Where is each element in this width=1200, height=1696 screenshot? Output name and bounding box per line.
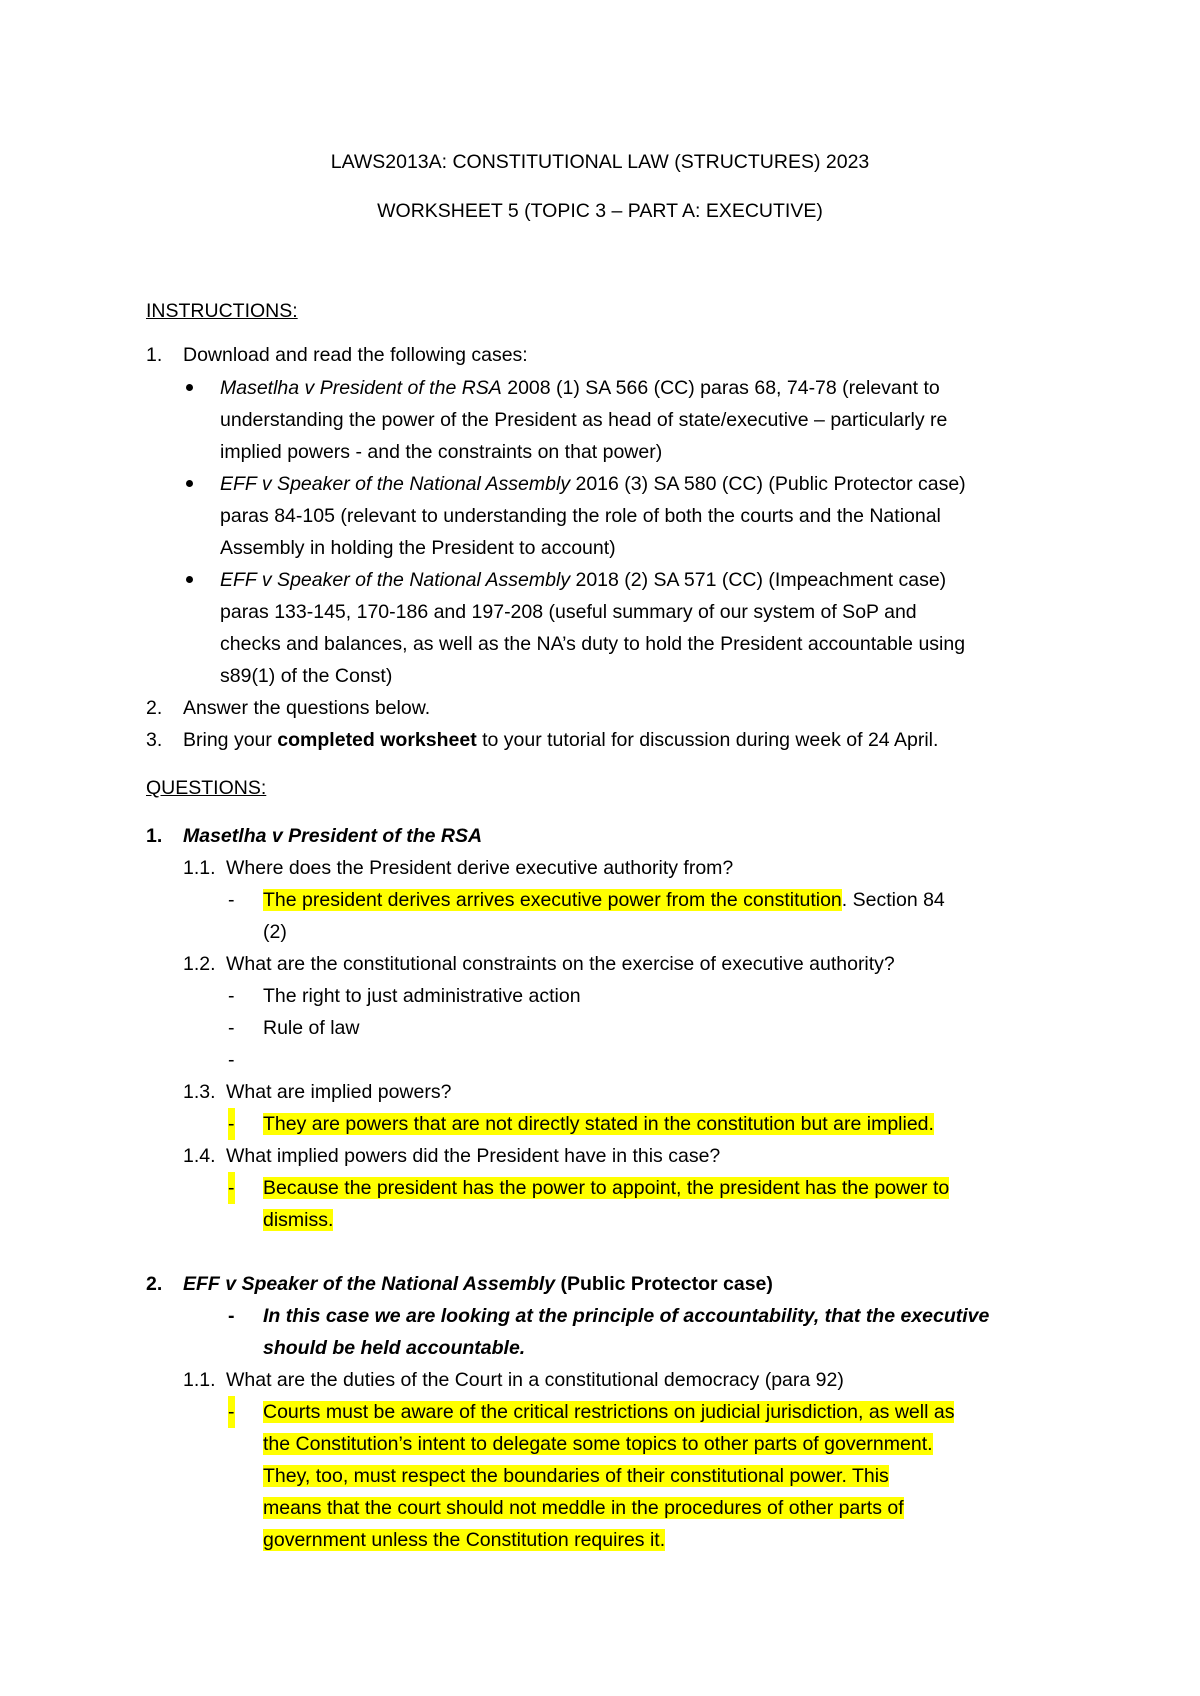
case-3-name: EFF v Speaker of the National Assembly: [220, 569, 571, 591]
question-1-1-number: 1.1.: [183, 857, 216, 879]
answer-1-3: [263, 1108, 934, 1140]
question-2-1-text: What are the duties of the Court in a constitutional democracy (para 92): [226, 1369, 844, 1391]
question-2-number: 2.: [146, 1273, 163, 1295]
case-1-line-3: implied powers - and the constraints on that power): [220, 441, 663, 463]
case-2-line-2: paras 84-105 (relevant to understanding the role of both the courts and the National: [220, 505, 941, 527]
answer-1-2-item-1: The right to just administrative action: [263, 985, 581, 1007]
case-3-line-2: paras 133-145, 170-186 and 197-208 (useful summary of our system of SoP and: [220, 601, 917, 623]
question-1-4-text: What implied powers did the President have in this case?: [226, 1145, 721, 1167]
question-1-1-text: Where does the President derive executive authority from?: [226, 857, 734, 879]
document-title: LAWS2013A: CONSTITUTIONAL LAW (STRUCTURES) 2023: [330, 151, 870, 173]
answer-1-4-line-2: dismiss.: [263, 1209, 334, 1231]
answer-2-1-line-4: means that the court should not meddle in the procedures of other parts of: [263, 1497, 904, 1519]
case-1-line-1: [220, 372, 940, 404]
answer-2-1-line-2: the Constitution’s intent to delegate some topics to other parts of government.: [263, 1433, 933, 1455]
question-2-title: EFF v Speaker of the National Assembly (Public Protector case): [183, 1273, 773, 1295]
instruction-text-3: Bring your completed worksheet to your tutorial for discussion during week of 24 April.: [183, 729, 939, 751]
answer-2-1-line-3: They, too, must respect the boundaries of their constitutional power. This: [263, 1465, 889, 1487]
question-1-3-text: What are implied powers?: [226, 1081, 452, 1103]
bullet-icon: [186, 576, 193, 583]
answer-1-2-item-2: Rule of law: [263, 1017, 360, 1039]
question-1-2-number: 1.2.: [183, 953, 216, 975]
question-2-note-line-2: should be held accountable.: [263, 1337, 526, 1359]
answer-dash: -: [228, 1017, 235, 1039]
answer-dash: -: [228, 1396, 235, 1428]
bullet-icon: [186, 384, 193, 391]
case-1-citation: 2008 (1) SA 566 (CC) paras 68, 74-78 (relevant to: [501, 377, 940, 399]
answer-dash: -: [228, 1172, 235, 1204]
instruction-number-3: 3.: [146, 729, 163, 751]
answer-1-4-line-1: Because the president has the power to appoint, the president has the power to: [263, 1177, 950, 1199]
answer-dash: -: [228, 1108, 235, 1140]
case-3-citation: 2018 (2) SA 571 (CC) (Impeachment case): [570, 569, 947, 591]
answer-dash: -: [228, 889, 235, 911]
case-3-line-4: s89(1) of the Const): [220, 665, 393, 687]
answer-2-1-line-5: government unless the Constitution requires it.: [263, 1529, 666, 1551]
question-1-title: Masetlha v President of the RSA: [183, 825, 483, 847]
completed-worksheet-emphasis: completed worksheet: [277, 729, 477, 751]
case-2-name: EFF v Speaker of the National Assembly: [220, 473, 571, 495]
case-2-line-3: Assembly in holding the President to account): [220, 537, 616, 559]
question-1-number: 1.: [146, 825, 163, 847]
instruction-number-2: 2.: [146, 697, 163, 719]
question-1-3-number: 1.3.: [183, 1081, 216, 1103]
question-2-1-number: 1.1.: [183, 1369, 216, 1391]
answer-1-1-highlight: The president derives arrives executive power from the constitution: [263, 889, 842, 911]
bullet-icon: [186, 480, 193, 487]
answer-dash: -: [228, 1049, 235, 1071]
answer-1-1-line-2: (2): [263, 921, 287, 943]
instruction-text-2: Answer the questions below.: [183, 697, 431, 719]
question-1-2-text: What are the constitutional constraints on the exercise of executive authority?: [226, 953, 895, 975]
answer-2-1-line-1: Courts must be aware of the critical restrictions on judicial jurisdiction, as well as: [263, 1401, 955, 1423]
note-dash: -: [228, 1305, 235, 1327]
answer-1-3-highlight: They are powers that are not directly stated in the constitution but are implied.: [263, 1113, 934, 1135]
instruction-text-1: Download and read the following cases:: [183, 344, 528, 366]
questions-heading: QUESTIONS:: [146, 777, 267, 799]
case-3-line-1: [220, 564, 946, 596]
case-2-line-1: [220, 468, 966, 500]
case-1-line-2: understanding the power of the President as head of state/executive – particularly re: [220, 409, 948, 431]
answer-dash: -: [228, 985, 235, 1007]
answer-1-1: The president derives arrives executive power from the constitution. Section 84: [263, 889, 945, 911]
question-1-4-number: 1.4.: [183, 1145, 216, 1167]
question-2-note-line-1: In this case we are looking at the principle of accountability, that the executive: [263, 1305, 990, 1327]
document-subtitle: WORKSHEET 5 (TOPIC 3 – PART A: EXECUTIVE): [377, 200, 823, 222]
case-3-line-3: checks and balances, as well as the NA’s duty to hold the President accountable using: [220, 633, 966, 655]
instructions-heading: INSTRUCTIONS:: [146, 300, 298, 322]
case-1-name: Masetlha v President of the RSA: [220, 377, 502, 399]
instruction-number-1: 1.: [146, 344, 163, 366]
case-2-citation: 2016 (3) SA 580 (CC) (Public Protector case): [570, 473, 966, 495]
